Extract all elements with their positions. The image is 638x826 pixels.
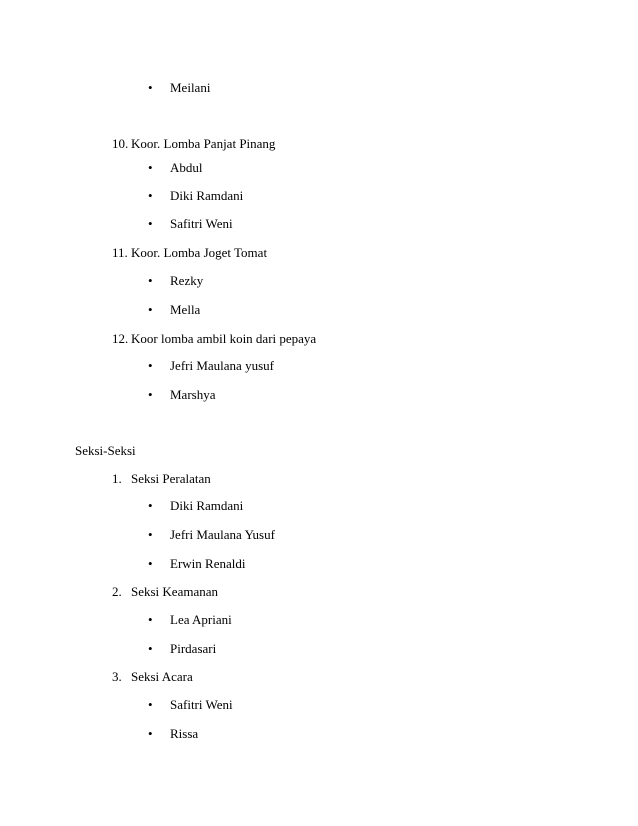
item-text: Meilani	[170, 80, 211, 95]
section-heading-text: Seksi-Seksi	[75, 443, 136, 458]
bullet-icon: •	[148, 498, 153, 513]
bullet-icon: •	[148, 302, 153, 317]
item-text: Diki Ramdani	[170, 498, 244, 513]
item-text: Rezky	[170, 273, 204, 288]
item-text: Rissa	[170, 726, 199, 741]
item-text: Pirdasari	[170, 641, 217, 656]
item-title: Koor. Lomba Joget Tomat	[131, 245, 268, 260]
bullet-icon: •	[148, 726, 153, 741]
bullet-icon: •	[148, 160, 153, 175]
item-number: 2.	[112, 584, 122, 599]
item-text: Abdul	[170, 160, 203, 175]
bullet-icon: •	[148, 273, 153, 288]
item-number: 12.	[112, 331, 129, 346]
bullet-icon: •	[148, 188, 153, 203]
bullet-icon: •	[148, 216, 153, 231]
bullet-icon: •	[148, 387, 153, 402]
bullet-icon: •	[148, 641, 153, 656]
item-title: Seksi Keamanan	[131, 584, 219, 599]
item-text: Safitri Weni	[170, 216, 233, 231]
item-text: Jefri Maulana Yusuf	[170, 527, 275, 542]
bullet-icon: •	[148, 612, 153, 627]
item-title: Seksi Peralatan	[131, 471, 211, 486]
item-text: Erwin Renaldi	[170, 556, 246, 571]
item-text: Lea Apriani	[170, 612, 232, 627]
item-title: Koor. Lomba Panjat Pinang	[131, 136, 276, 151]
bullet-icon: •	[148, 697, 153, 712]
item-text: Safitri Weni	[170, 697, 233, 712]
bullet-icon: •	[148, 527, 153, 542]
bullet-icon: •	[148, 80, 153, 95]
item-text: Diki Ramdani	[170, 188, 244, 203]
item-text: Marshya	[170, 387, 216, 402]
item-text: Mella	[170, 302, 201, 317]
item-number: 3.	[112, 669, 122, 684]
bullet-icon: •	[148, 556, 153, 571]
item-number: 10.	[112, 136, 129, 151]
bullet-icon: •	[148, 358, 153, 373]
item-title: Koor lomba ambil koin dari pepaya	[131, 331, 317, 346]
item-title: Seksi Acara	[131, 669, 193, 684]
item-number: 11.	[112, 245, 128, 260]
item-number: 1.	[112, 471, 122, 486]
item-text: Jefri Maulana yusuf	[170, 358, 274, 373]
